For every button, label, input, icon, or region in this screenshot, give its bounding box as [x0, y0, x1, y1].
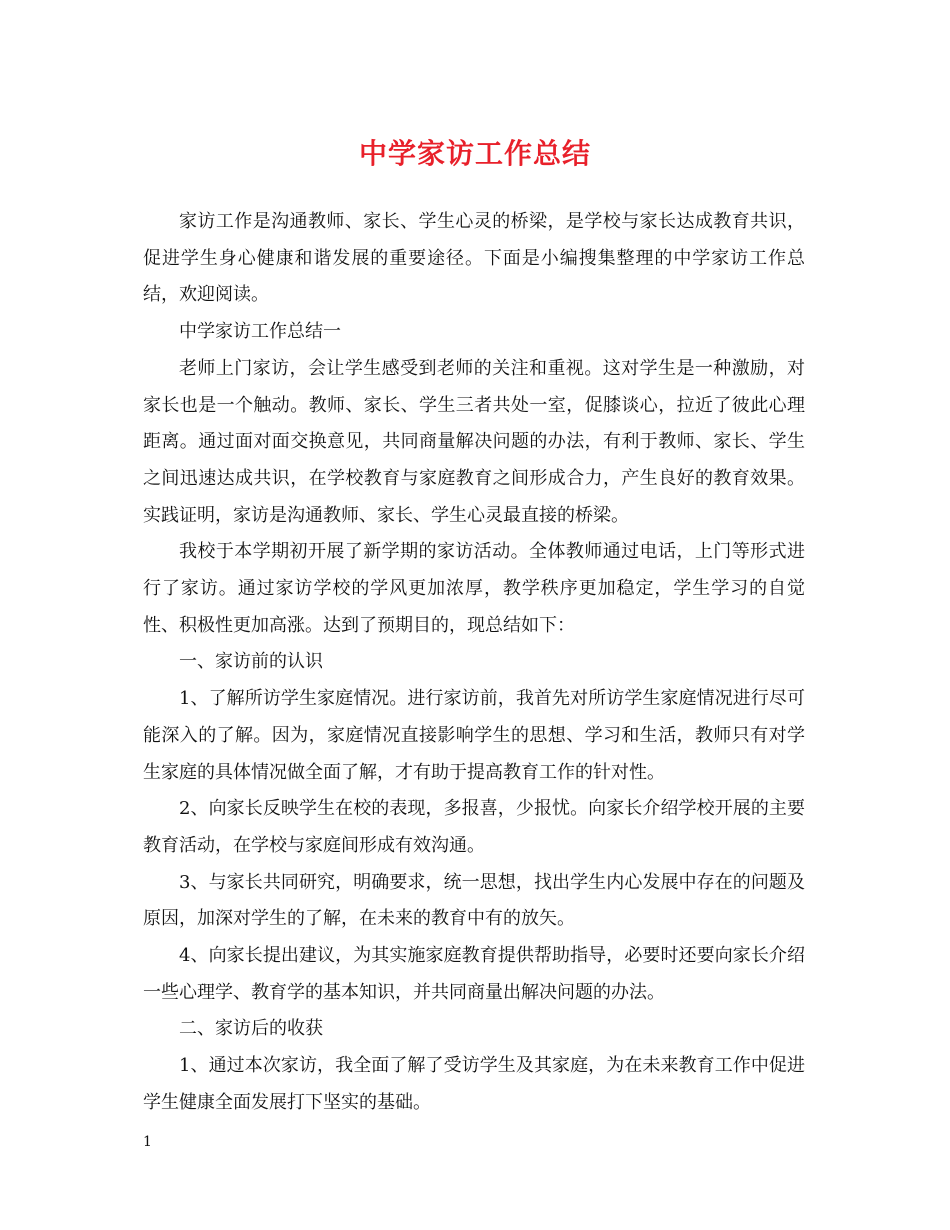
section-heading-after-visit: 二、家访后的收获 [179, 1018, 323, 1040]
document-title: 中学家访工作总结 [358, 137, 591, 170]
list-item-paragraph: 4、向家长提出建议，为其实施家庭教育提供帮助指导，必要时还要向家长介绍一些心理学、教育学的基本知识，并共同商量出解决问题的办法。 [143, 945, 805, 1003]
intro-paragraph: 家访工作是沟通教师、家长、学生心灵的桥梁，是学校与家长达成教育共识，促进学生身心健康和谐发展的重要途径。下面是小编搜集整理的中学家访工作总结，欢迎阅读。 [143, 211, 805, 306]
section-heading-before-visit: 一、家访前的认识 [179, 651, 323, 673]
page-number: 1 [143, 1134, 152, 1150]
body-paragraph: 我校于本学期初开展了新学期的家访活动。全体教师通过电话，上门等形式进行了家访。通过家访学校的学风更加浓厚，教学秩序更加稳定，学生学习的自觉性、积极性更加高涨。达到了预期目的，现总结如下： [143, 541, 805, 636]
section-heading-summary-one: 中学家访工作总结一 [179, 321, 341, 343]
body-paragraph: 老师上门家访，会让学生感受到老师的关注和重视。这对学生是一种激励，对家长也是一个触动。教师、家长、学生三者共处一室，促膝谈心，拉近了彼此心理距离。通过面对面交换意见，共同商量解决问题的办法，有利于教师、家长、学生之间迅速达成共识，在学校教育与家庭教育之间形成合力，产生良好的教育效果。实践证明，家访是沟通教师、家长、学生心灵最直接的桥梁。 [143, 357, 805, 526]
list-item-paragraph: 2、向家长反映学生在校的表现，多报喜，少报忧。向家长介绍学校开展的主要教育活动，在学校与家庭间形成有效沟通。 [143, 798, 805, 856]
list-item-paragraph: 1、了解所访学生家庭情况。进行家访前，我首先对所访学生家庭情况进行尽可能深入的了解。因为，家庭情况直接影响学生的思想、学习和生活，教师只有对学生家庭的具体情况做全面了解，才有助于提高教育工作的针对性。 [143, 688, 805, 783]
document-body [143, 204, 805, 1122]
list-item-paragraph: 1、通过本次家访，我全面了解了受访学生及其家庭，为在未来教育工作中促进学生健康全面发展打下坚实的基础。 [143, 1055, 805, 1113]
list-item-paragraph: 3、与家长共同研究，明确要求，统一思想，找出学生内心发展中存在的问题及原因，加深对学生的了解，在未来的教育中有的放矢。 [143, 871, 805, 930]
